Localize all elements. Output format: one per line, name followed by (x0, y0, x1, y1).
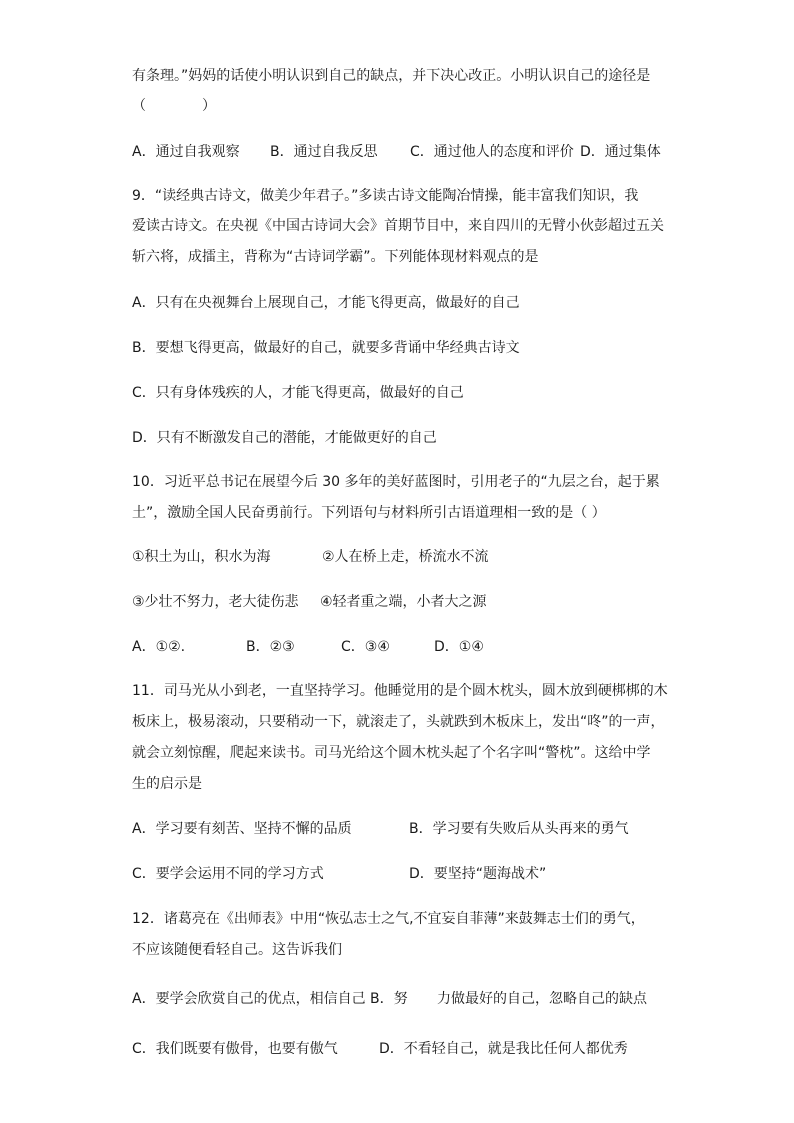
q11-option-d: D．要坚持“题海战术” (409, 866, 547, 882)
q10-item-4: ④轻者重之端，小者大之源 (320, 594, 487, 610)
q10-option-c: C．③④ (341, 639, 390, 655)
q12-option-a: A．要学会欣赏自己的优点，相信自己 B．努 (132, 991, 408, 1007)
q10-option-d: D．①④ (434, 639, 484, 655)
q12-text-line-2: 不应该随便看轻自己。这告诉我们 (132, 942, 342, 958)
q10-option-a: A．①②. (132, 639, 186, 655)
q11-text-line-3: 就会立刻惊醒，爬起来读书。司马光给这个圆木枕头起了个名字叫“警枕”。这给中学 (132, 745, 651, 761)
q10-item-3: ③少壮不努力，老大徒伤悲 (132, 594, 299, 610)
q9-text-line-2: 爱读古诗文。在央视《中国古诗词大会》首期节目中，来自四川的无臂小伙彭超过五关 (132, 218, 664, 234)
q9-text-line-3: 斩六将，成擂主，背称为“古诗词学霸”。下列能体现材料观点的是 (132, 249, 539, 265)
q9-option-b: B．要想飞得更高，做最好的自己，就要多背诵中华经典古诗文 (132, 340, 520, 356)
q8-text-line-1: 有条理。”妈妈的话使小明认识到自己的缺点，并下决心改正。小明认识自己的途径是 (132, 68, 651, 84)
q8-option-a: A．通过自我观察 (132, 144, 240, 160)
q9-option-a: A．只有在央视舞台上展现自己，才能飞得更高，做最好的自己 (132, 295, 520, 311)
q10-item-1: ①积土为山，积水为海 (132, 549, 271, 565)
q8-text-line-2: （ ） (132, 98, 216, 114)
q12-option-b: 力做最好的自己，忽略自己的缺点 (437, 991, 647, 1007)
q11-text-line-4: 生的启示是 (132, 776, 202, 792)
q11-option-b: B．学习要有失败后从头再来的勇气 (409, 821, 629, 837)
q10-item-2: ②人在桥上走，桥流水不流 (322, 549, 489, 565)
q11-option-c: C．要学会运用不同的学习方式 (132, 866, 324, 882)
q8-option-d: D．通过集体 (580, 144, 661, 160)
q12-text-line-1: 12．诸葛亮在《出师表》中用“恢弘志士之气,不宜妄自菲薄”来鼓舞志士们的勇气， (132, 911, 645, 927)
q8-option-c: C．通过他人的态度和评价 (410, 144, 574, 160)
q10-text-line-2: 土”，激励全国人民奋勇前行。下列语句与材料所引古语道理相一致的是（ ） (132, 505, 606, 521)
q10-text-line-1: 10．习近平总书记在展望今后 30 多年的美好蓝图时，引用老子的“九层之台，起于累 (132, 474, 660, 490)
q9-text-line-1: 9．“读经典古诗文，做美少年君子。”多读古诗文能陶冶情操，能丰富我们知识，我 (132, 188, 639, 204)
q11-text-line-1: 11．司马光从小到老，一直坚持学习。他睡觉用的是个圆木枕头，圆木放到硬梆梆的木 (132, 683, 668, 699)
q10-option-b: B．②③ (246, 639, 295, 655)
q8-option-b: B．通过自我反思 (270, 144, 378, 160)
q9-option-d: D．只有不断激发自己的潜能，才能做更好的自己 (132, 430, 437, 446)
q12-option-d: D．不看轻自己，就是我比任何人都优秀 (379, 1041, 628, 1057)
q12-option-c: C．我们既要有傲骨，也要有傲气 (132, 1041, 338, 1057)
q11-option-a: A．学习要有刻苦、坚持不懈的品质 (132, 821, 352, 837)
q9-option-c: C．只有身体残疾的人，才能飞得更高，做最好的自己 (132, 385, 464, 401)
q11-text-line-2: 板床上，极易滚动，只要稍动一下，就滚走了，头就跌到木板床上，发出“咚”的一声， (132, 714, 665, 730)
